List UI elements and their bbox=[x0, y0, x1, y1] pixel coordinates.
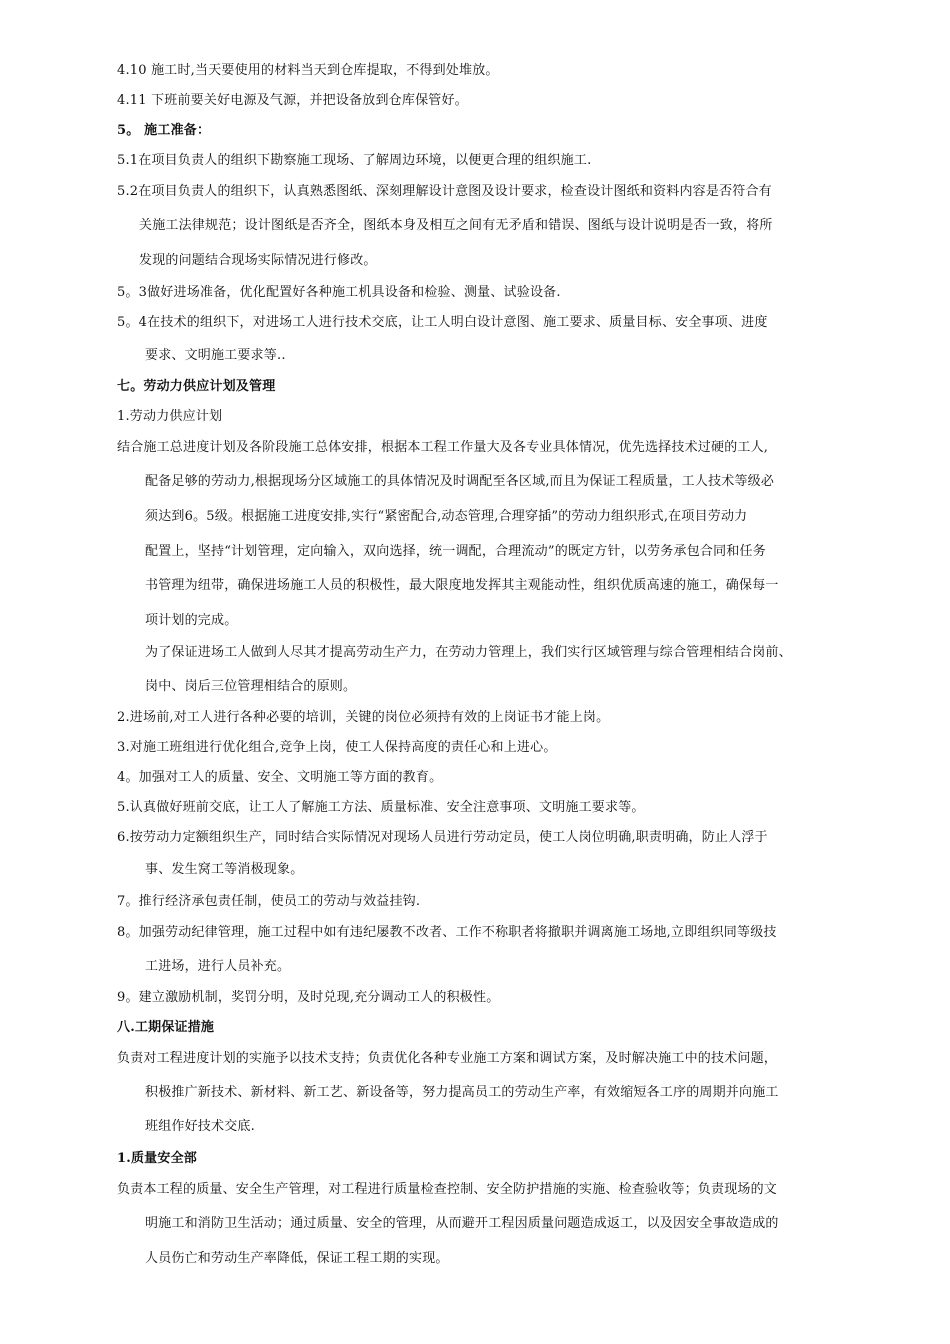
text-line-item-9: 9。建立激励机制，奖罚分明，及时兑现,充分调动工人的积极性。 bbox=[117, 990, 500, 1005]
text-line-quality-p1-cont-1: 明施工和消防卫生活动；通过质量、安全的管理，从而避开工程因质量问题造成返工，以及因安全事故造成的 bbox=[145, 1216, 779, 1231]
section-heading-labor-plan: 七。劳动力供应计划及管理 bbox=[117, 379, 276, 394]
text-line-labor-p2-cont: 岗中、岗后三位管理相结合的原则。 bbox=[145, 679, 357, 694]
text-line-item-3: 3.对施工班组进行优化组合,竞争上岗，使工人保持高度的责任心和上进心。 bbox=[117, 740, 557, 755]
subheading-quality-safety-dept: 1.质量安全部 bbox=[117, 1151, 197, 1166]
text-line-item-4: 4。加强对工人的质量、安全、文明施工等方面的教育。 bbox=[117, 770, 443, 785]
text-line-item-6: 6.按劳动力定额组织生产，同时结合实际情况对现场人员进行劳动定员，使工人岗位明确,职责明确，防止人浮于 bbox=[117, 830, 768, 845]
subheading-labor-supply: 1.劳动力供应计划 bbox=[117, 409, 223, 424]
text-line-4-10: 4.10 施工时,当天要使用的材料当天到仓库提取，不得到处堆放。 bbox=[117, 63, 499, 78]
text-line-schedule-p1: 负责对工程进度计划的实施予以技术支持；负责优化各种专业施工方案和调试方案，及时解决施工中的技术问题， bbox=[117, 1051, 778, 1066]
text-line-schedule-p1-cont-1: 积极推广新技术、新材料、新工艺、新设备等，努力提高员工的劳动生产率，有效缩短各工序的周期并向施工 bbox=[145, 1085, 779, 1100]
text-line-item-7: 7。推行经济承包责任制，使员工的劳动与效益挂钩. bbox=[117, 894, 421, 909]
text-line-labor-p1-cont-5: 项计划的完成。 bbox=[145, 613, 238, 628]
text-line-item-8-cont: 工进场，进行人员补充。 bbox=[145, 959, 291, 974]
text-line-labor-p1-cont-4: 书管理为纽带，确保进场施工人员的积极性，最大限度地发挥其主观能动性，组织优质高速的施工，确保每一 bbox=[145, 578, 779, 593]
text-line-5-2-cont-1: 关施工法律规范；设计图纸是否齐全，图纸本身及相互之间有无矛盾和错误、图纸与设计说明是否一致，将所 bbox=[139, 218, 773, 233]
text-line-schedule-p1-cont-2: 班组作好技术交底. bbox=[145, 1119, 255, 1134]
section-heading-schedule-guarantee: 八.工期保证措施 bbox=[117, 1020, 215, 1035]
text-line-labor-p1-cont-1: 配备足够的劳动力,根据现场分区域施工的具体情况及时调配至各区域,而且为保证工程质量，工人技术等级必 bbox=[145, 474, 775, 489]
text-line-5-4-cont: 要求、文明施工要求等.. bbox=[145, 348, 286, 363]
text-line-quality-p1-cont-2: 人员伤亡和劳动生产率降低，保证工程工期的实现。 bbox=[145, 1251, 449, 1266]
text-line-labor-p1-cont-2: 须达到6。5级。根据施工进度安排,实行“紧密配合,动态管理,合理穿插”的劳动力组织形式,在项目劳动力 bbox=[145, 509, 748, 524]
text-line-5-2: 5.2在项目负责人的组织下，认真熟悉图纸、深刻理解设计意图及设计要求，检查设计图纸和资料内容是否符合有 bbox=[117, 184, 772, 199]
text-line-5-4: 5。4在技术的组织下，对进场工人进行技术交底，让工人明白设计意图、施工要求、质量目标、安全事项、进度 bbox=[117, 315, 768, 330]
text-line-labor-p1: 结合施工总进度计划及各阶段施工总体安排，根据本工程工作量大及各专业具体情况，优先选择技术过硬的工人, bbox=[117, 440, 769, 455]
section-heading-construction-prep: 5。 施工准备： bbox=[117, 123, 211, 138]
text-line-labor-p2: 为了保证进场工人做到人尽其才提高劳动生产力，在劳动力管理上，我们实行区域管理与综合管理相结合岗前、 bbox=[145, 645, 792, 660]
text-line-item-2: 2.进场前,对工人进行各种必要的培训，关键的岗位必须持有效的上岗证书才能上岗。 bbox=[117, 710, 610, 725]
text-line-4-11: 4.11 下班前要关好电源及气源，并把设备放到仓库保管好。 bbox=[117, 93, 468, 108]
text-line-labor-p1-cont-3: 配置上，坚持“计划管理，定向输入，双向选择，统一调配，合理流动”的既定方针，以劳务承包合同和任务 bbox=[145, 544, 766, 559]
text-line-item-5: 5.认真做好班前交底，让工人了解施工方法、质量标准、安全注意事项、文明施工要求等。 bbox=[117, 800, 645, 815]
text-line-5-3: 5。3做好进场准备，优化配置好各种施工机具设备和检验、测量、试验设备. bbox=[117, 285, 561, 300]
text-line-5-2-cont-2: 发现的问题结合现场实际情况进行修改。 bbox=[139, 253, 377, 268]
text-line-item-6-cont: 事、发生窝工等消极现象。 bbox=[145, 862, 304, 877]
text-line-item-8: 8。加强劳动纪律管理，施工过程中如有违纪屡教不改者、工作不称职者将撤职并调离施工场地,立即组织同等级技 bbox=[117, 925, 777, 940]
text-line-quality-p1: 负责本工程的质量、安全生产管理，对工程进行质量检查控制、安全防护措施的实施、检查验收等；负责现场的文 bbox=[117, 1182, 778, 1197]
text-line-5-1: 5.1在项目负责人的组织下勘察施工现场、了解周边环境，以便更合理的组织施工. bbox=[117, 153, 592, 168]
